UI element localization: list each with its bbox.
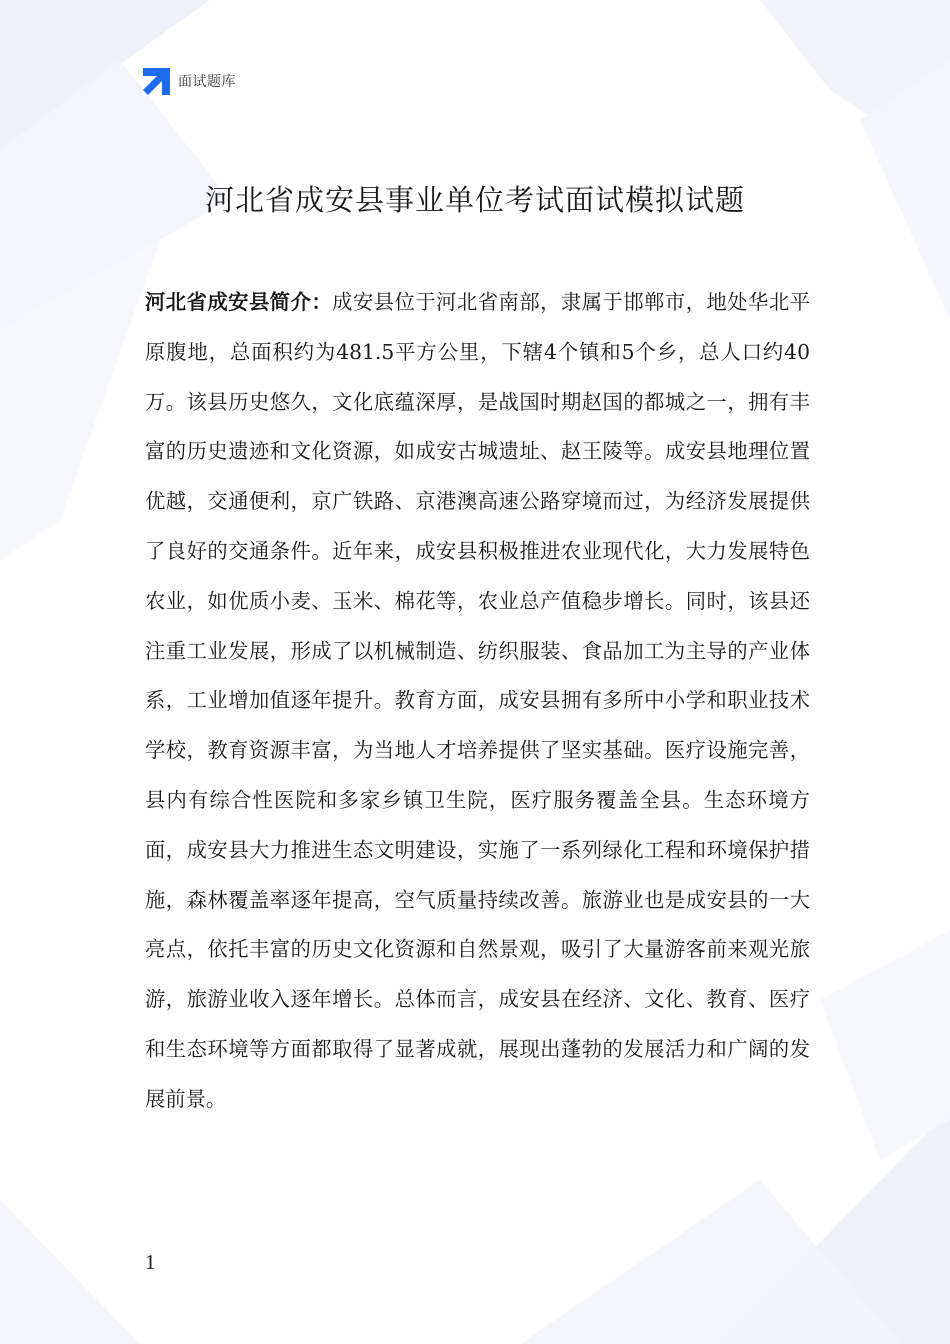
intro-paragraph [145, 278, 810, 1125]
intro-text: 成安县位于河北省南部，隶属于邯郸市，地处华北平原腹地，总面积约为481.5平方公里，下辖4个镇和5个乡，总人口约40万。该县历史悠久，文化底蕴深厚，是战国时期赵国的都城之一，拥有丰富的历史遗迹和文化资源，如成安古城遗址、赵王陵等。成安县地理位置优越，交通便利，京广铁路、京港澳高速公路穿境而过，为经济发展提供了良好的交通条件。近年来，成安县积极推进农业现代化，大力发展特色农业，如优质小麦、玉米、棉花等，农业总产值稳步增长。同时，该县还注重工业发展，形成了以机械制造、纺织服装、食品加工为主导的产业体系，工业增加值逐年提升。教育方面，成安县拥有多所中小学和职业技术学校，教育资源丰富，为当地人才培养提供了坚实基础。医疗设施完善，县内有综合性医院和多家乡镇卫生院，医疗服务覆盖全县。生态环境方面，成安县大力推进生态文明建设，实施了一系列绿化工程和环境保护措施，森林覆盖率逐年提高，空气质量持续改善。旅游业也是成安县的一大亮点，依托丰富的历史文化资源和自然景观，吸引了大量游客前来观光旅游，旅游业收入逐年增长。总体而言，成安县在经济、文化、教育、医疗和生态环境等方面都取得了显著成就，展现出蓬勃的发展活力和广阔的发展前景。 [145, 290, 810, 1111]
header-brand [143, 66, 236, 96]
brand-text: 面试题库 [178, 74, 236, 90]
document-title: 河北省成安县事业单位考试面试模拟试题 [204, 183, 745, 217]
page-number: 1 [145, 1250, 156, 1274]
arrow-up-right-icon [143, 68, 170, 95]
intro-label: 河北省成安县简介： [145, 290, 333, 314]
